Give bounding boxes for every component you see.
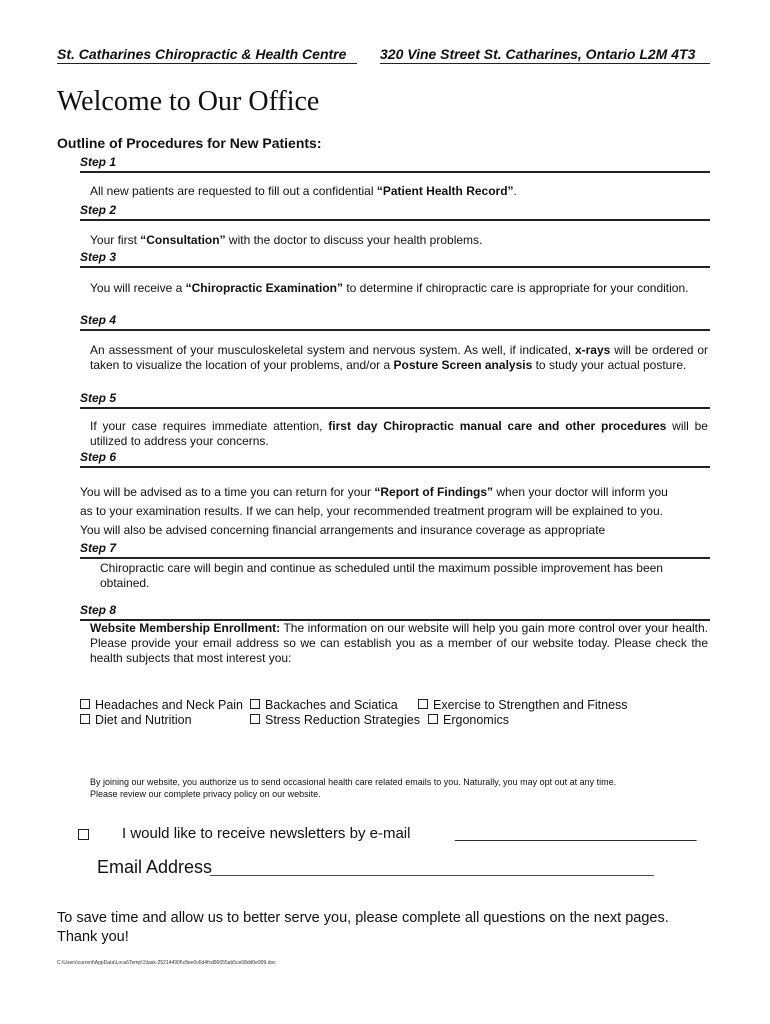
step-3-label: Step 3 bbox=[80, 250, 710, 268]
step-6-label: Step 6 bbox=[80, 450, 710, 468]
disclaimer: By joining our website, you authorize us to send occasional health care related emails to you. Naturally, you may opt out at any time. Please review our complete privacy policy on our website. bbox=[90, 777, 617, 799]
outline-heading: Outline of Procedures for New Patients: bbox=[57, 135, 322, 151]
checkbox-icon[interactable] bbox=[428, 714, 438, 724]
newsletter-checkbox[interactable] bbox=[78, 829, 89, 840]
checkbox-icon[interactable] bbox=[80, 714, 90, 724]
step-4-label: Step 4 bbox=[80, 313, 710, 331]
step-2-text: Your first “Consultation” with the doctor to discuss your health problems. bbox=[90, 233, 483, 247]
email-label: Email Address bbox=[97, 857, 213, 877]
checkbox-backaches[interactable]: Backaches and Sciatica bbox=[250, 698, 398, 713]
step-5-text: If your case requires immediate attention, first day Chiropractic manual care and other procedures will be utilized to address your concerns. bbox=[90, 419, 708, 448]
newsletter-label: I would like to receive newsletters by e-mail bbox=[122, 825, 411, 842]
checkbox-icon[interactable] bbox=[418, 699, 428, 709]
step-2-label: Step 2 bbox=[80, 203, 710, 221]
step-7-label: Step 7 bbox=[80, 541, 710, 559]
checkbox-icon[interactable] bbox=[80, 699, 90, 709]
membership-text: Website Membership Enrollment: The information on our website will help you gain more control over your health. Please provide your email address so we can establish you as a member of our website today. Please check the health subjects that most interest you: bbox=[90, 621, 708, 665]
step-5-label: Step 5 bbox=[80, 391, 710, 409]
clinic-address: 320 Vine Street St. Catharines, Ontario L2M 4T3 bbox=[380, 46, 710, 64]
checkbox-icon[interactable] bbox=[250, 714, 260, 724]
step-8-label: Step 8 bbox=[80, 603, 710, 621]
step-7-text: Chiropractic care will begin and continue as scheduled until the maximum possible improvement has been obtained. bbox=[100, 561, 663, 590]
step-1-text: All new patients are requested to fill out a confidential “Patient Health Record”. bbox=[90, 184, 517, 198]
newsletter-blank[interactable]: _______________________________ bbox=[455, 825, 697, 841]
step-1-label: Step 1 bbox=[80, 155, 710, 173]
page-title: Welcome to Our Office bbox=[57, 86, 320, 117]
checkbox-icon[interactable] bbox=[250, 699, 260, 709]
email-field[interactable]: _________________________________________________________ bbox=[210, 860, 654, 876]
checkbox-ergonomics[interactable]: Ergonomics bbox=[428, 713, 509, 728]
checkbox-headaches[interactable]: Headaches and Neck Pain bbox=[80, 698, 243, 713]
clinic-name: St. Catharines Chiropractic & Health Centre bbox=[57, 46, 357, 64]
step-3-text: You will receive a “Chiropractic Examination” to determine if chiropractic care is appropriate for your condition. bbox=[90, 281, 689, 295]
file-path: C:\Users\current\AppData\Local\Temp\1\task-25214490f\c8ee0c6d4fcd96655ab5ce08dd0e999.doc bbox=[57, 960, 276, 966]
checkbox-diet[interactable]: Diet and Nutrition bbox=[80, 713, 192, 728]
closing-text: To save time and allow us to better serve you, please complete all questions on the next pages. Thank you! bbox=[57, 910, 669, 945]
step-4-text: An assessment of your musculoskeletal system and nervous system. As well, if indicated, x-rays will be ordered or taken to visualize the location of your problems, and/or a Posture Screen analysis to study your actual posture. bbox=[90, 343, 708, 372]
newsletter-row[interactable] bbox=[78, 827, 94, 844]
step-6-text: You will be advised as to a time you can return for your “Report of Findings” when your doctor will inform you as to your examination results. If we can help, your recommended treatment program will be explained to you. You will also be advised concerning financial arrangements and insurance coverage as appropriate bbox=[80, 485, 668, 537]
checkbox-stress[interactable]: Stress Reduction Strategies bbox=[250, 713, 420, 728]
checkbox-exercise[interactable]: Exercise to Strengthen and Fitness bbox=[418, 698, 628, 713]
